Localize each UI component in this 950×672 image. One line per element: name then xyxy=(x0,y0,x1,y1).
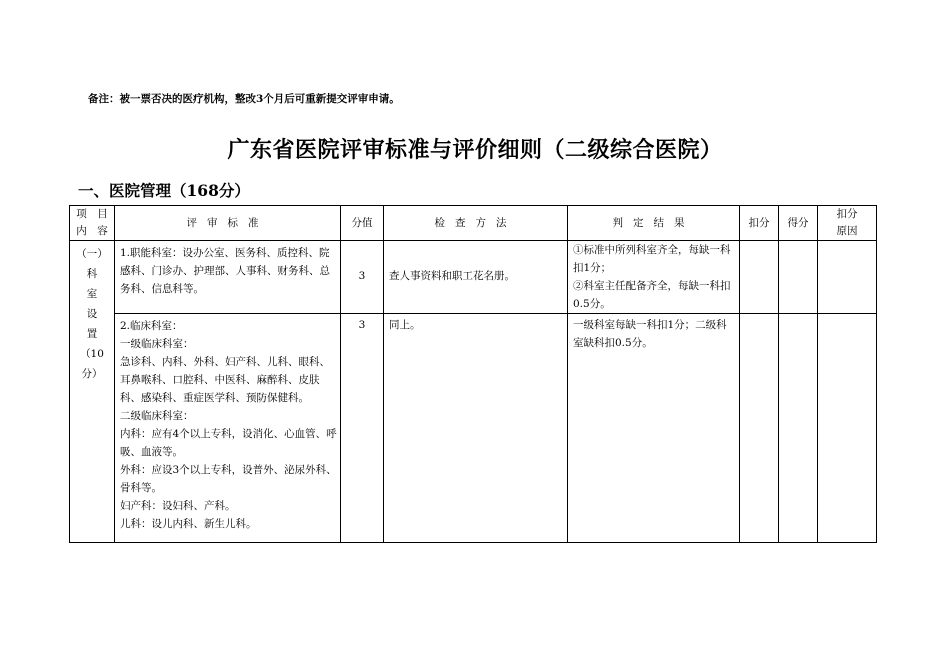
method-cell: 查人事资料和职工花名册。 xyxy=(384,241,568,314)
section-title: 一、医院管理（168分） xyxy=(78,181,250,200)
table-header-row xyxy=(70,206,877,241)
score-cell: 3 xyxy=(341,241,384,314)
header-standard: 评审标准 xyxy=(115,206,341,241)
table-row xyxy=(70,314,877,543)
header-item-line2: 内 容 xyxy=(76,225,108,237)
result-cell: ①标准中所列科室齐全，每缺一科扣1分； ②科室主任配备齐全，每缺一科扣0.5分。 xyxy=(568,241,740,314)
deduct-cell xyxy=(740,241,779,314)
standard-cell: 1.职能科室：设办公室、医务科、质控科、院感科、门诊办、护理部、人事科、财务科、总务科、信息科等。 xyxy=(115,241,341,314)
result-cell: 一级科室每缺一科扣1分；二级科室缺科扣0.5分。 xyxy=(568,314,740,543)
reason-cell xyxy=(818,241,877,314)
header-reason-line1: 扣分 xyxy=(836,208,858,220)
deduct-cell xyxy=(740,314,779,543)
header-result: 判定结果 xyxy=(568,206,740,241)
reason-cell xyxy=(818,314,877,543)
table-row xyxy=(70,241,877,314)
header-score: 分值 xyxy=(341,206,384,241)
header-item-line1: 项 目 xyxy=(76,208,108,220)
get-cell xyxy=(779,314,818,543)
score-cell: 3 xyxy=(341,314,384,543)
evaluation-table xyxy=(69,205,877,543)
standard-cell: 2.临床科室： 一级临床科室： 急诊科、内科、外科、妇产科、儿科、眼科、耳鼻喉科、口腔科、中医科、麻醉科、皮肤科、感染科、重症医学科、预防保健科。 二级临床科室： 内科：应有4个以上专科，设消化、心血管、呼吸、血液等。 外科：应设3个以上专科，设普外、泌尿外科、骨科等。 妇产科：设妇科、产科。 儿科：设儿内科、新生儿科。 xyxy=(115,314,341,543)
header-deduct: 扣分 xyxy=(740,206,779,241)
document-title: 广东省医院评审标准与评价细则（二级综合医院） xyxy=(227,137,723,163)
category-cell: （一） 科 室 设 置 （10 分） xyxy=(70,241,115,543)
header-item xyxy=(70,206,115,241)
header-reason xyxy=(818,206,877,241)
get-cell xyxy=(779,241,818,314)
header-get: 得分 xyxy=(779,206,818,241)
note-text: 备注：被一票否决的医疗机构，整改3个月后可重新提交评审申请。 xyxy=(88,93,400,105)
header-reason-line2: 原因 xyxy=(836,225,858,237)
header-method: 检查方法 xyxy=(384,206,568,241)
method-cell: 同上。 xyxy=(384,314,568,543)
